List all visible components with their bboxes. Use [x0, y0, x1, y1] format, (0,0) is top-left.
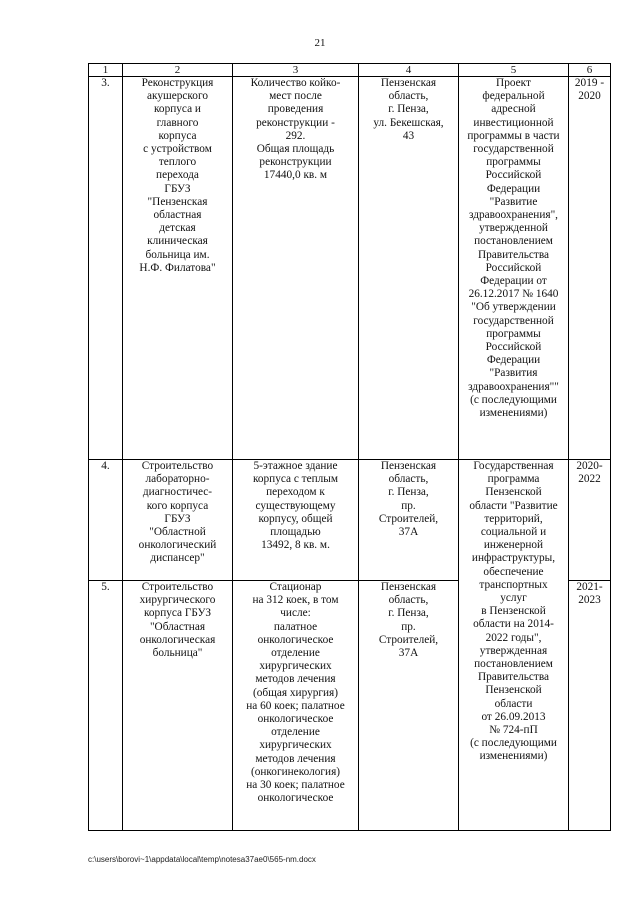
table-row: [89, 460, 611, 581]
header-cell: 3: [233, 64, 359, 77]
table-header-row: [89, 64, 611, 77]
row-number: 4.: [101, 460, 110, 472]
object-name: Строительство хирургического корпуса ГБУЗ "Областная онкологическая больница": [139, 581, 216, 660]
page-number: 21: [314, 37, 326, 49]
implementation-years: 2019 - 2020: [574, 77, 605, 103]
object-location: Пензенская область, г. Пенза, ул. Бекешская, 43: [373, 77, 444, 142]
table-row: [89, 77, 611, 460]
object-capacity: Стационар на 312 коек, в том числе: палатное онкологическое отделение хирургических методов лечения (общая хирургия) на 60 коек; палатное онкологическое отделение хирургических методов лечения (онкогинекология) на 30 коек; палатное онкологическое: [246, 581, 345, 805]
program-reference: Государственная программа Пензенской области "Развитие территорий, социальной и инженерной инфраструктуры, обеспечение транспортных услуг в Пензенской области на 2014- 2022 годы", утвержденная постановлением Правительства Пензенской области от 26.09.2013 № 724-пП (с последующими изменениями): [469, 460, 558, 763]
row-number: 5.: [101, 581, 110, 593]
object-capacity: 5-этажное здание корпуса с теплым переходом к существующему корпусу, общей площадью 13492, 8 кв. м.: [252, 460, 339, 552]
object-location: Пензенская область, г. Пенза, пр. Строителей, 37А: [378, 460, 439, 539]
header-cell: 2: [123, 64, 233, 77]
object-capacity: Количество койко- мест после проведения реконструкции - 292. Общая площадь реконструкции 17440,0 кв. м: [250, 77, 341, 182]
implementation-years: 2020- 2022: [576, 460, 603, 486]
projects-table: [88, 63, 611, 831]
program-reference: Проект федеральной адресной инвестиционной программы в части государственной программы Российской Федерации "Развитие здравоохранения", утвержденной постановлением Правительства Российской Федерации от 26.12.2017 № 1640 "Об утверждении государственной программы Российской Федерации "Развития здравоохранения"" (с последующими изменениями): [467, 77, 560, 420]
object-name: Строительство лабораторно- диагностичес- кого корпуса ГБУЗ "Областной онкологический диспансер": [138, 460, 217, 565]
object-name: Реконструкция акушерского корпуса и главного корпуса с устройством теплого перехода ГБУЗ "Пензенская областная детская клиническая больница им. Н.Ф. Филатова": [139, 77, 216, 274]
header-cell: 6: [569, 64, 611, 77]
file-path-footer: c:\users\borovi~1\appdata\local\temp\notesa37ae0\565-nm.docx: [88, 855, 316, 864]
object-location: Пензенская область, г. Пенза, пр. Строителей, 37А: [378, 581, 439, 660]
header-cell: 1: [89, 64, 123, 77]
header-cell: 4: [359, 64, 459, 77]
implementation-years: 2021- 2023: [576, 581, 603, 607]
row-number: 3.: [101, 77, 110, 89]
header-cell: 5: [459, 64, 569, 77]
